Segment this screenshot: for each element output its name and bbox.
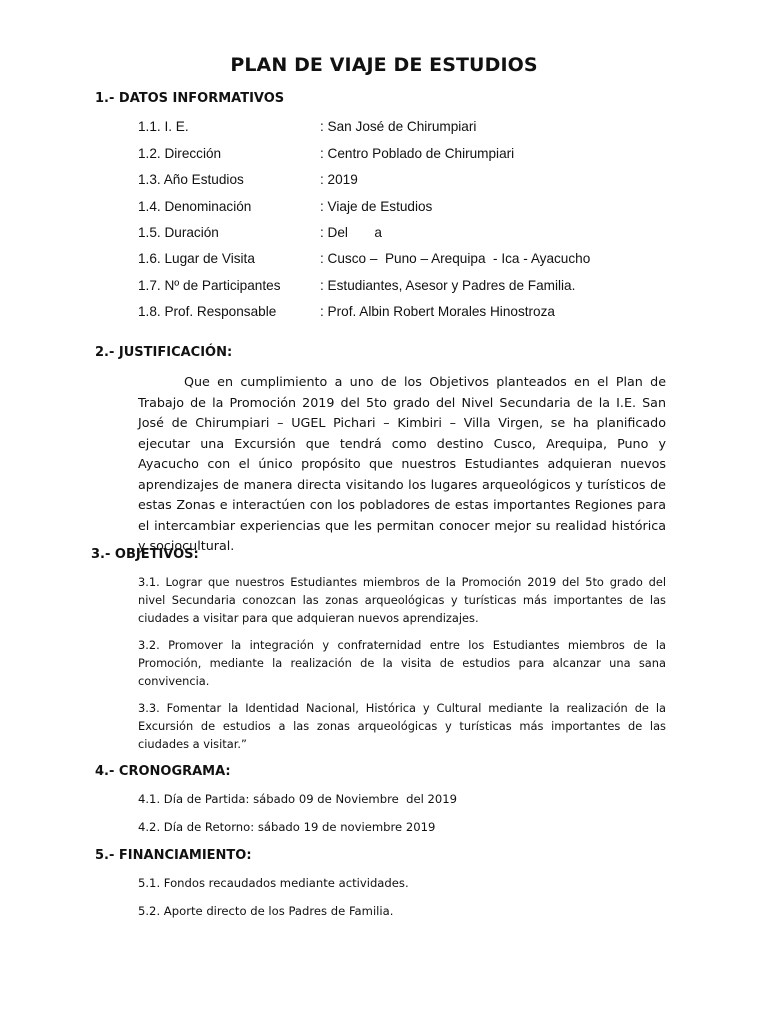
section-heading-datos: 1.- DATOS INFORMATIVOS xyxy=(95,91,285,106)
info-label: 1.1. I. E. xyxy=(138,119,189,134)
info-row xyxy=(138,199,738,219)
info-label: 1.2. Dirección xyxy=(138,146,222,161)
info-label: 1.6. Lugar de Visita xyxy=(138,251,255,266)
info-label: 1.7. Nº de Participantes xyxy=(138,278,281,293)
section-heading-cronograma: 4.- CRONOGRAMA: xyxy=(95,764,231,779)
info-value: : Viaje de Estudios xyxy=(320,199,433,214)
objective-item: 3.1. Lograr que nuestros Estudiantes miembros de la Promoción 2019 del 5to grado del nivel Secundaria conozcan las zonas arqueológicas y turísticas más importantes de las ciudades a visitar para que adquieran nuevos aprendizajes. xyxy=(138,575,666,625)
justification-paragraph: Que en cumplimiento a uno de los Objetivos planteados en el Plan de Trabajo de la Promoción 2019 del 5to grado del Nivel Secundaria de la I.E. San José de Chirumpiari – UGEL Pichari – Kimbiri – Villa Virgen, se ha planificado ejecutar una Excursión que tendrá como destino Cusco, Arequipa, Puno y Ayacucho con el único propósito que nuestros Estudiantes adquieran nuevos aprendizajes de manera directa visitando los lugares arqueológicos y turísticos de estas Zonas e interactúen con los pobladores de estas importantes Regiones para el intercambiar experiencias que les permitan conocer mejor su realidad histórica y sociocultural. xyxy=(138,374,666,553)
schedule-item: 4.1. Día de Partida: sábado 09 de Noviembre del 2019 xyxy=(138,792,458,806)
info-value: : 2019 xyxy=(320,172,358,187)
section-heading-financiamiento: 5.- FINANCIAMIENTO: xyxy=(95,848,252,863)
info-row xyxy=(138,119,738,139)
schedule-item: 4.2. Día de Retorno: sábado 19 de noviembre 2019 xyxy=(138,820,436,834)
document-title: PLAN DE VIAJE DE ESTUDIOS xyxy=(230,54,538,76)
objective-item: 3.3. Fomentar la Identidad Nacional, Histórica y Cultural mediante la realización de la Excursión de estudios a las zonas arqueológicas y turísticas más importantes de las ciudades a visitar.” xyxy=(138,701,666,751)
info-row xyxy=(138,278,738,298)
info-row xyxy=(138,251,738,271)
info-label: 1.8. Prof. Responsable xyxy=(138,304,277,319)
funding-item: 5.2. Aporte directo de los Padres de Familia. xyxy=(138,904,394,918)
info-value: : Estudiantes, Asesor y Padres de Familia. xyxy=(320,278,576,293)
info-row xyxy=(138,304,738,324)
info-label: 1.5. Duración xyxy=(138,225,219,240)
info-label: 1.3. Año Estudios xyxy=(138,172,244,187)
info-row xyxy=(138,146,738,166)
info-value: : San José de Chirumpiari xyxy=(320,119,477,134)
info-row xyxy=(138,225,738,245)
info-value: : Cusco – Puno – Arequipa - Ica - Ayacucho xyxy=(320,251,591,266)
info-value: : Centro Poblado de Chirumpiari xyxy=(320,146,515,161)
info-value: : Del a xyxy=(320,225,382,240)
info-value: : Prof. Albin Robert Morales Hinostroza xyxy=(320,304,555,319)
objective-item: 3.2. Promover la integración y confraternidad entre los Estudiantes miembros de la Promoción, mediante la realización de la visita de estudios para alcanzar una sana convivencia. xyxy=(138,638,666,688)
section-heading-justificacion: 2.- JUSTIFICACIÓN: xyxy=(95,345,233,360)
funding-item: 5.1. Fondos recaudados mediante actividades. xyxy=(138,876,409,890)
info-label: 1.4. Denominación xyxy=(138,199,252,214)
section-heading-objetivos: 3.- OBJETIVOS: xyxy=(91,547,199,562)
info-row xyxy=(138,172,738,192)
